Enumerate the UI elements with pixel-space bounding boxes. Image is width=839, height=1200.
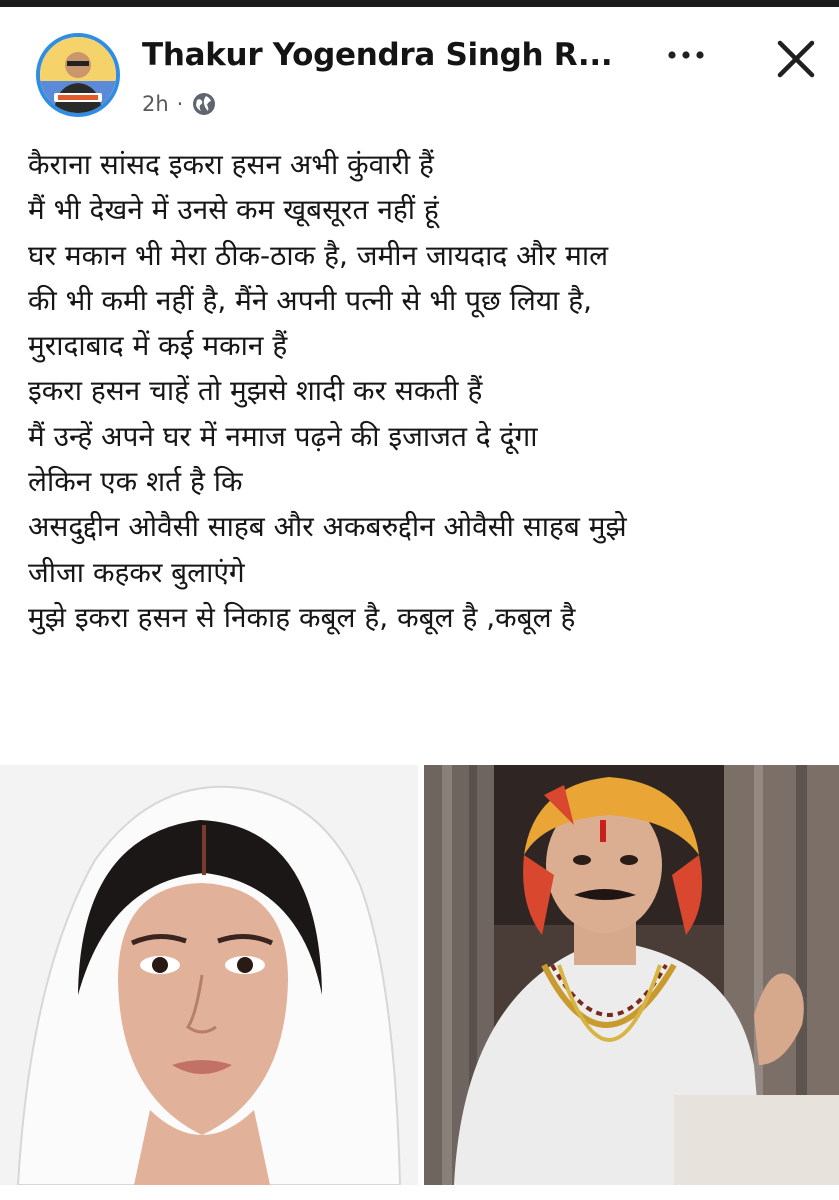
- woman-portrait-image: [0, 765, 418, 1185]
- post-meta: [142, 91, 217, 117]
- post-line: लेकिन एक शर्त है कि: [28, 465, 243, 499]
- close-icon: [768, 31, 824, 87]
- post-line: कैराना सांसद इकरा हसन अभी कुंवारी हैं: [28, 148, 434, 181]
- post-body: [28, 142, 828, 640]
- bottom-strip: [0, 1185, 839, 1200]
- close-button[interactable]: [768, 31, 824, 87]
- top-edge-bar: [0, 0, 839, 7]
- avatar-image: [40, 37, 116, 113]
- author-name[interactable]: Thakur Yogendra Singh R...: [142, 37, 613, 73]
- meta-separator: ·: [176, 92, 184, 116]
- post-line: जीजा कहकर बुलाएंगे: [28, 555, 245, 589]
- post-line: की भी कमी नहीं है, मैंने अपनी पत्नी से भी पूछ लिया है,: [28, 283, 592, 317]
- post-line: असदुद्दीन ओवैसी साहब और अकबरुद्दीन ओवैसी साहब मुझे: [28, 510, 627, 544]
- post-time[interactable]: 2h: [142, 92, 169, 116]
- author-avatar[interactable]: [36, 33, 120, 117]
- man-portrait-image: [424, 765, 839, 1185]
- more-icon: [660, 35, 712, 75]
- post-line: मैं भी देखने में उनसे कम खूबसूरत नहीं हूं: [28, 193, 439, 227]
- post-line: मैं उन्हें अपने घर में नमाज पढ़ने की इजाजत दे दूंगा: [28, 419, 538, 453]
- globe-icon: [191, 91, 217, 117]
- post-line: इकरा हसन चाहें तो मुझसे शादी कर सकती हैं: [28, 374, 483, 408]
- man-photo[interactable]: [424, 765, 839, 1185]
- post-line: मुरादाबाद में कई मकान हैं: [28, 329, 288, 363]
- post-line: घर मकान भी मेरा ठीक-ठाक है, जमीन जायदाद और माल: [28, 238, 609, 272]
- post-line: मुझे इकरा हसन से निकाह कबूल है, कबूल है ,कबूल है: [28, 600, 576, 634]
- more-options-button[interactable]: [660, 35, 712, 75]
- post-header: [0, 7, 839, 127]
- woman-photo[interactable]: [0, 765, 418, 1185]
- post-photos: [0, 765, 839, 1185]
